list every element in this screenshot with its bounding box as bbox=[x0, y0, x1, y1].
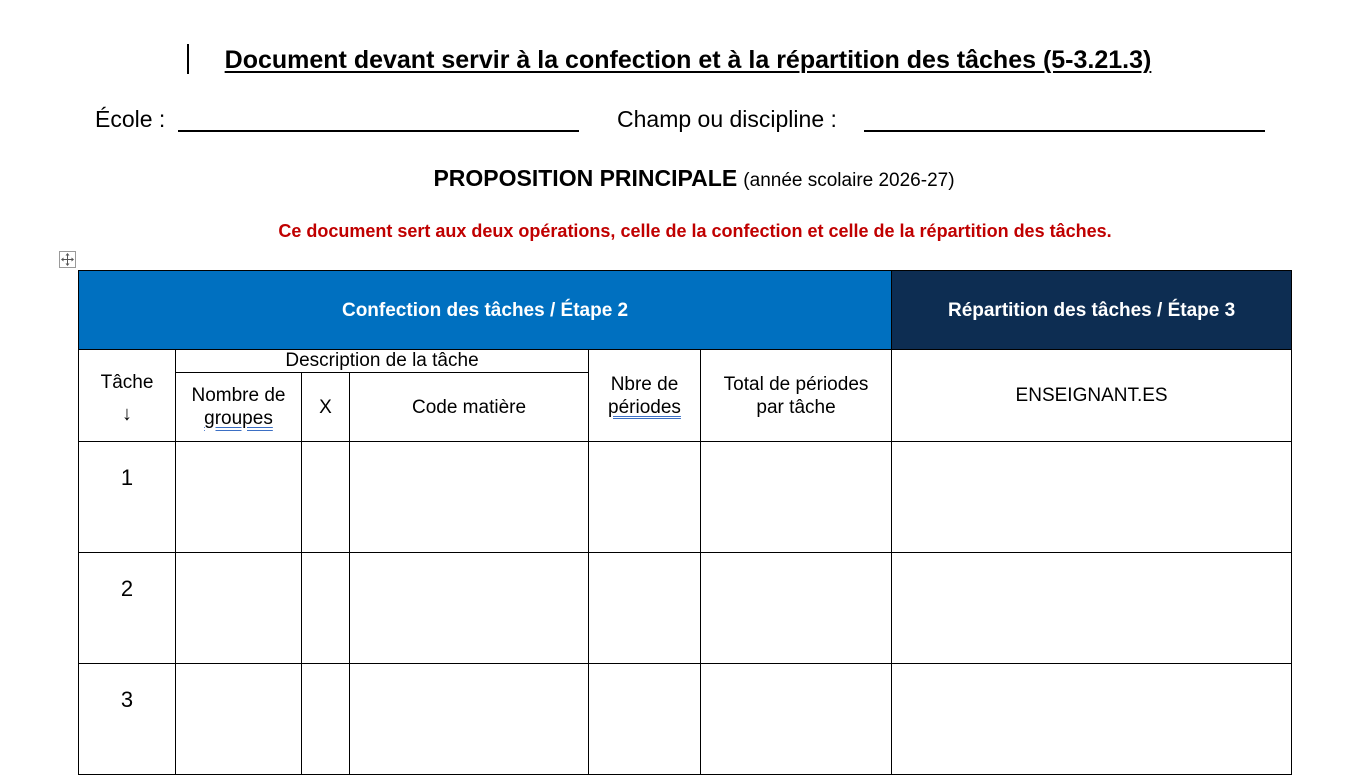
total-line1: Total de périodes bbox=[723, 373, 869, 395]
nombre-groupes-header bbox=[176, 373, 302, 442]
nombre-groupes-cell[interactable] bbox=[176, 664, 302, 775]
nbre-periodes-cell[interactable] bbox=[589, 442, 701, 553]
nbre-periodes-cell[interactable] bbox=[589, 664, 701, 775]
tache-column-header bbox=[79, 350, 176, 442]
description-header: Description de la tâche bbox=[176, 350, 589, 373]
table-row bbox=[79, 442, 1292, 553]
proposal-title: PROPOSITION PRINCIPALE bbox=[433, 165, 738, 191]
code-matiere-cell[interactable] bbox=[350, 664, 589, 775]
tache-label: Tâche bbox=[100, 372, 154, 393]
task-number: 3 bbox=[79, 664, 176, 775]
repartition-header: Répartition des tâches / Étape 3 bbox=[892, 271, 1292, 350]
nbre-line1: Nbre de bbox=[610, 373, 679, 395]
nombre-groupes-cell[interactable] bbox=[176, 553, 302, 664]
nombre-line1: Nombre de bbox=[191, 385, 286, 406]
ecole-blank-line[interactable] bbox=[178, 130, 579, 132]
nbre-periodes-header bbox=[589, 350, 701, 442]
proposal-heading bbox=[0, 163, 1370, 196]
total-line2: par tâche bbox=[756, 396, 836, 418]
code-matiere-cell[interactable] bbox=[350, 553, 589, 664]
school-year: (année scolaire 2026-27) bbox=[743, 170, 955, 191]
champ-blank-line[interactable] bbox=[864, 130, 1265, 132]
table-row bbox=[79, 664, 1292, 775]
nombre-line2: groupes bbox=[204, 408, 273, 429]
notice-text: Ce document sert aux deux opérations, celle de la confection et celle de la répartition des tâches. bbox=[278, 221, 1112, 241]
total-periodes-cell[interactable] bbox=[701, 553, 892, 664]
task-table bbox=[78, 270, 1292, 775]
x-header: X bbox=[302, 373, 350, 442]
code-matiere-header: Code matière bbox=[350, 373, 589, 442]
enseignant-cell[interactable] bbox=[892, 442, 1292, 553]
nombre-groupes-cell[interactable] bbox=[176, 442, 302, 553]
task-number: 2 bbox=[79, 553, 176, 664]
champ-label: Champ ou discipline : bbox=[617, 106, 837, 132]
table-row bbox=[79, 553, 1292, 664]
ecole-label: École : bbox=[95, 106, 166, 132]
enseignant-cell[interactable] bbox=[892, 553, 1292, 664]
x-cell[interactable] bbox=[302, 553, 350, 664]
document-title: Document devant servir à la confection et à la répartition des tâches (5-3.21.3) bbox=[224, 46, 1152, 74]
move-arrows-icon bbox=[60, 252, 75, 267]
nbre-line2: périodes bbox=[608, 396, 681, 418]
x-cell[interactable] bbox=[302, 442, 350, 553]
code-matiere-cell[interactable] bbox=[350, 442, 589, 553]
enseignant-header: ENSEIGNANT.ES bbox=[892, 350, 1292, 442]
total-periodes-cell[interactable] bbox=[701, 664, 892, 775]
enseignant-cell[interactable] bbox=[892, 664, 1292, 775]
task-number: 1 bbox=[79, 442, 176, 553]
total-periodes-cell[interactable] bbox=[701, 442, 892, 553]
nbre-periodes-cell[interactable] bbox=[589, 553, 701, 664]
confection-header: Confection des tâches / Étape 2 bbox=[79, 271, 892, 350]
x-cell[interactable] bbox=[302, 664, 350, 775]
table-move-handle[interactable] bbox=[59, 251, 76, 268]
arrow-down-icon: ↓ bbox=[122, 403, 132, 425]
total-periodes-header bbox=[701, 350, 892, 442]
